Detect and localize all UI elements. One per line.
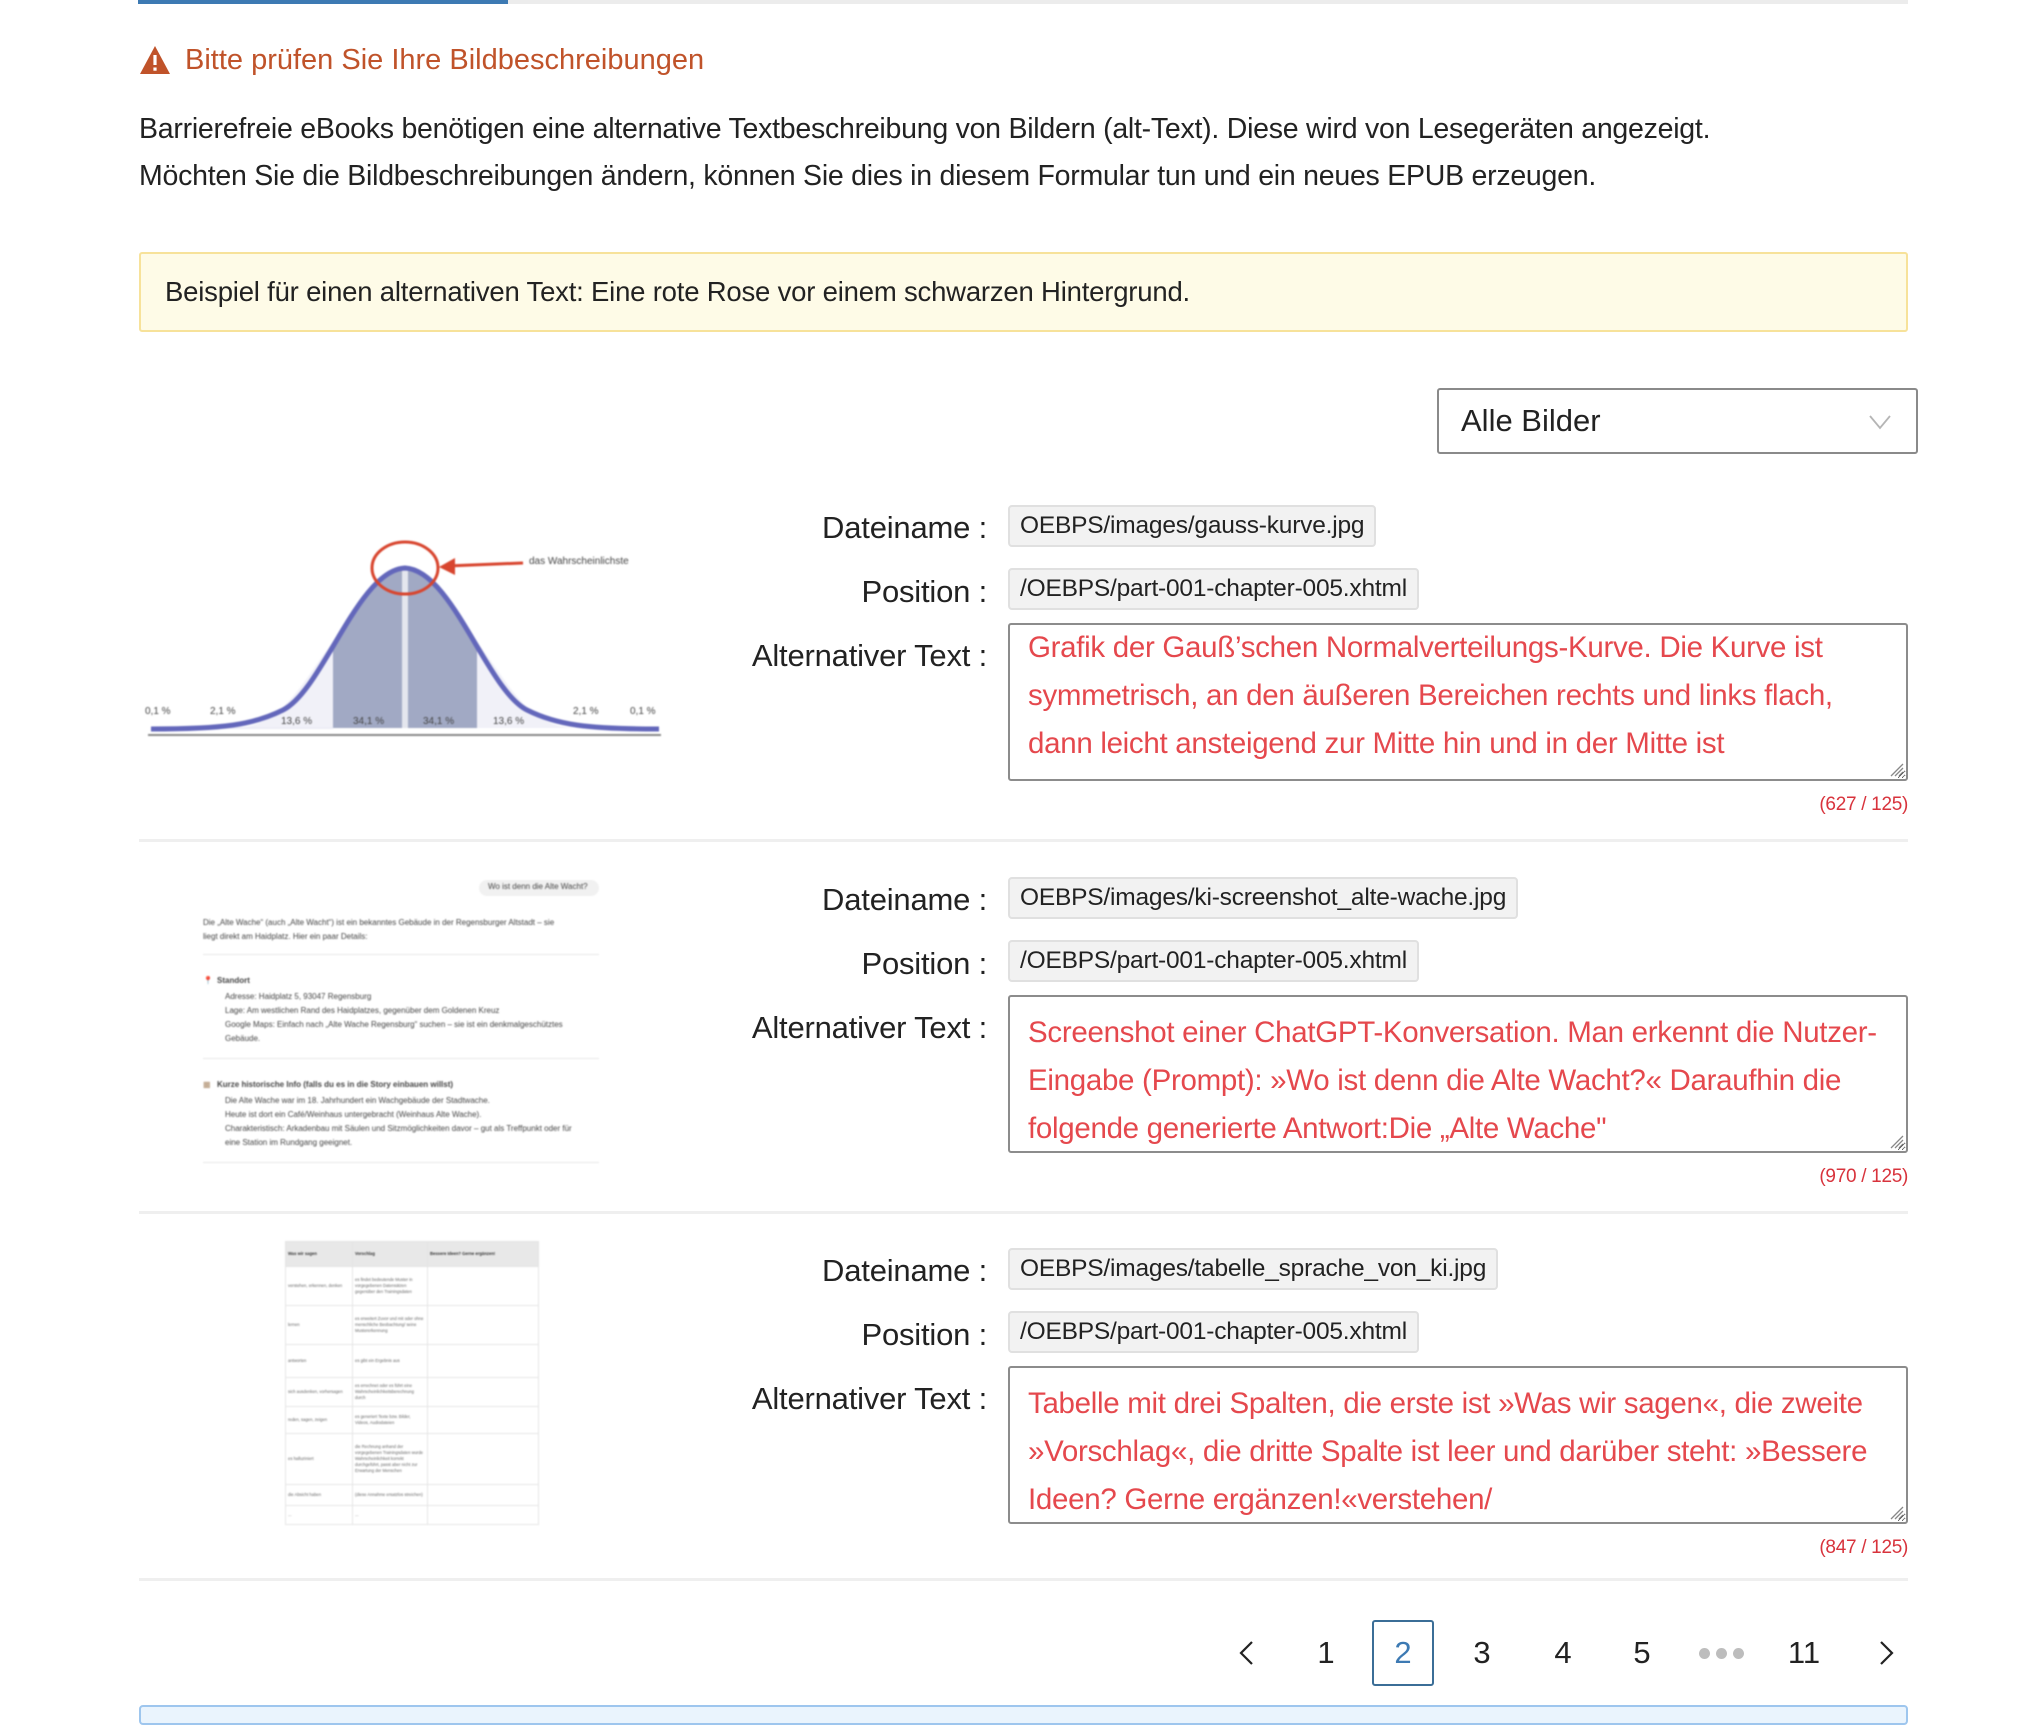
image-entry xyxy=(139,852,1908,1214)
page-button[interactable]: 1 xyxy=(1317,1635,1335,1670)
table-thumbnail-cell xyxy=(428,1506,539,1525)
prev-page-button[interactable] xyxy=(1215,1620,1277,1686)
chevron-left-icon xyxy=(1237,1639,1255,1667)
table-thumbnail xyxy=(285,1241,539,1525)
alt-text-label: Alternativer Text : xyxy=(751,638,987,673)
resize-grip-icon[interactable] xyxy=(1886,1131,1904,1149)
table-thumbnail-cell: die Rechnung anhand der vorgegebenen Trainingsdaten wurde Wahrscheinlichkeit korrekt durchgeführt, passt aber nicht zur Erwartung der Menschen xyxy=(353,1434,428,1485)
gauss-segment-label: 2,1 % xyxy=(210,706,236,717)
pagination xyxy=(1215,1620,1915,1690)
image-thumbnail-table xyxy=(285,1241,525,1559)
gauss-segment-label: 34,1 % xyxy=(423,716,455,727)
table-thumbnail-cell: verstehen, erkennen, denken xyxy=(286,1267,353,1306)
position-field[interactable]: /OEBPS/part-001-chapter-005.xhtml xyxy=(1008,1311,1419,1353)
chat-separator xyxy=(203,954,599,955)
table-thumbnail-row xyxy=(286,1378,539,1407)
image-filter-value: Alle Bilder xyxy=(1461,403,1601,438)
chat-bullet: Die Alte Wache war im 18. Jahrhundert ein Wachgebäude der Stadtwache. xyxy=(225,1096,490,1105)
page-button[interactable]: 3 xyxy=(1473,1635,1491,1670)
pagination-ellipsis xyxy=(1699,1648,1744,1659)
table-thumbnail-cell: es findet bedeutende Muster in vorgegebenen Datensätzen gegenüber den Trainingsdaten xyxy=(353,1267,428,1306)
intro-line-1: Barrierefreie eBooks benötigen eine alternative Textbeschreibung von Bildern (alt-Text). Diese wird von Lesegeräten angezeigt. xyxy=(139,113,1711,145)
chat-bullet: eine Station im Rundgang geeignet. xyxy=(225,1138,353,1147)
chat-bullet: Google Maps: Einfach nach „Alte Wache Regensburg“ suchen – sie ist ein denkmalgeschütztes xyxy=(225,1020,563,1029)
table-thumbnail-cell: es erweitert Zuvor und mit oder ohne menschliche Beobachtung/ seine Mustererkennung xyxy=(353,1306,428,1345)
page-button-current[interactable]: 2 xyxy=(1372,1620,1434,1686)
image-thumbnail-chat-screenshot xyxy=(201,872,601,1172)
chevron-right-icon xyxy=(1878,1639,1896,1667)
example-hint-text: Beispiel für einen alternativen Text: Eine rote Rose vor einem schwarzen Hintergrund. xyxy=(165,276,1190,307)
alt-text-label: Alternativer Text : xyxy=(751,1381,987,1416)
table-thumbnail-header-row xyxy=(286,1242,539,1267)
table-thumbnail-row xyxy=(286,1407,539,1434)
chat-section-title: Kurze historische Info (falls du es in die Story einbauen willst) xyxy=(217,1080,454,1089)
gauss-segment-label: 13,6 % xyxy=(493,716,525,727)
filename-field[interactable]: OEBPS/images/tabelle_sprache_von_ki.jpg xyxy=(1008,1248,1498,1290)
warning-heading xyxy=(139,40,704,80)
table-thumbnail-cell: (diese Annahme ersatzlos streichen) xyxy=(353,1485,428,1506)
gauss-segment-label: 0,1 % xyxy=(145,706,171,717)
position-field[interactable]: /OEBPS/part-001-chapter-005.xhtml xyxy=(1008,568,1419,610)
chat-bullet: Charakteristisch: Arkadenbau mit Säulen und Sitzmöglichkeiten davor – gut als Treffpunkt oder für xyxy=(225,1124,572,1133)
warning-triangle-icon xyxy=(139,45,171,75)
table-thumbnail-cell: lernen xyxy=(286,1306,353,1345)
character-counter: (970 / 125) xyxy=(1819,1166,1908,1187)
table-thumbnail-row xyxy=(286,1345,539,1378)
position-label: Position : xyxy=(861,574,987,609)
table-thumbnail-cell xyxy=(428,1485,539,1506)
table-thumbnail-cell: antworten xyxy=(286,1345,353,1378)
page-button[interactable]: 4 xyxy=(1554,1635,1572,1670)
alt-text-textarea[interactable] xyxy=(1008,623,1908,781)
gauss-segment-label: 13,6 % xyxy=(281,716,313,727)
gauss-segment-label: 34,1 % xyxy=(353,716,385,727)
image-entry xyxy=(139,480,1908,842)
table-thumbnail-cell xyxy=(428,1306,539,1345)
pin-icon: 📍 xyxy=(203,976,213,985)
chevron-down-icon xyxy=(1868,410,1892,434)
table-thumbnail-row xyxy=(286,1267,539,1306)
page-button-last[interactable]: 11 xyxy=(1787,1635,1821,1670)
character-counter: (847 / 125) xyxy=(1819,1537,1908,1558)
table-thumbnail-cell xyxy=(428,1378,539,1407)
entry-divider xyxy=(139,839,1908,842)
building-icon: ▦ xyxy=(203,1080,211,1089)
filename-label: Dateiname : xyxy=(822,1253,987,1288)
alt-text-value: Tabelle mit drei Spalten, die erste ist »Was wir sagen«, die zweite »Vorschlag«, die dritte Spalte ist leer und darüber steht: »Bessere Ideen? Gerne ergänzen!«verstehen/ xyxy=(1028,1387,1868,1516)
table-thumbnail-grid xyxy=(285,1241,525,1525)
table-thumbnail-cell: es generiert Texte bzw. Bilder, Videos, Audiodateien xyxy=(353,1407,428,1434)
table-thumbnail-header: Was wir sagen xyxy=(286,1242,353,1267)
chat-separator xyxy=(203,1058,599,1059)
chat-bullet: Heute ist dort ein Café/Weinhaus untergebracht (Weinhaus Alte Wache). xyxy=(225,1110,482,1119)
table-thumbnail-header: Vorschlag xyxy=(353,1242,428,1267)
position-field[interactable]: /OEBPS/part-001-chapter-005.xhtml xyxy=(1008,940,1419,982)
table-thumbnail-cell xyxy=(428,1407,539,1434)
entry-divider xyxy=(139,1578,1908,1581)
info-box xyxy=(139,1705,1908,1725)
position-label: Position : xyxy=(861,1317,987,1352)
image-entry xyxy=(139,1223,1908,1585)
table-thumbnail-cell xyxy=(428,1345,539,1378)
alt-text-value: Screenshot einer ChatGPT-Konversation. Man erkennt die Nutzer-Eingabe (Prompt): »Wo ist denn die Alte Wacht?« Daraufhin die folgende generierte Antwort:Die „Alte Wache" xyxy=(1028,1016,1877,1145)
example-hint-box xyxy=(139,252,1908,332)
gauss-segment-label: 0,1 % xyxy=(630,706,656,717)
table-thumbnail-cell: sich ausdenken, vorhersagen xyxy=(286,1378,353,1407)
table-thumbnail-row xyxy=(286,1306,539,1345)
entry-divider xyxy=(139,1211,1908,1214)
chat-prompt-text: Wo ist denn die Alte Wacht? xyxy=(488,882,588,891)
chat-bullet: Gebäude. xyxy=(225,1034,261,1043)
chat-section-title: Standort xyxy=(217,976,250,985)
table-thumbnail-row xyxy=(286,1506,539,1525)
table-thumbnail-cell: es gibt ein Ergebnis aus xyxy=(353,1345,428,1378)
intro-paragraph xyxy=(139,106,1919,200)
chat-bullet: Adresse: Haidplatz 5, 93047 Regensburg xyxy=(225,992,372,1001)
chat-answer-line: Die „Alte Wache“ (auch „Alte Wacht“) ist ein bekanntes Gebäude in der Regensburger Altstadt – sie xyxy=(203,918,555,927)
chat-separator xyxy=(203,1162,599,1163)
next-page-button[interactable] xyxy=(1856,1620,1918,1686)
table-thumbnail-row xyxy=(286,1485,539,1506)
resize-grip-icon[interactable] xyxy=(1886,759,1904,777)
filename-label: Dateiname : xyxy=(822,510,987,545)
alt-text-label: Alternativer Text : xyxy=(751,1010,987,1045)
table-thumbnail-header: Bessere Ideen? Gerne ergänzen! xyxy=(428,1242,539,1267)
table-thumbnail-row xyxy=(286,1434,539,1485)
filename-label: Dateiname : xyxy=(822,882,987,917)
active-tab-indicator xyxy=(138,0,508,4)
intro-line-2: Möchten Sie die Bildbeschreibungen ändern, können Sie dies in diesem Formular tun und ein neues EPUB erzeugen. xyxy=(139,160,1597,192)
chat-bullet: Lage: Am westlichen Rand des Haidplatzes, gegenüber dem Goldenen Kreuz xyxy=(225,1006,500,1015)
filename-field[interactable]: OEBPS/images/ki-screenshot_alte-wache.jpg xyxy=(1008,877,1518,919)
warning-title: Bitte prüfen Sie Ihre Bildbeschreibungen xyxy=(185,43,705,76)
gauss-segment-label: 2,1 % xyxy=(573,706,599,717)
image-filter-select[interactable] xyxy=(1437,388,1918,454)
character-counter: (627 / 125) xyxy=(1819,794,1908,815)
table-thumbnail-cell: ... xyxy=(286,1506,353,1525)
resize-grip-icon[interactable] xyxy=(1886,1502,1904,1520)
table-thumbnail-cell: ... xyxy=(353,1506,428,1525)
chat-answer-line: liegt direkt am Haidplatz. Hier ein paar Details: xyxy=(203,932,368,941)
table-thumbnail-cell: es errechnet oder es führt eine Wahrscheinlichkeitsberechnung durch xyxy=(353,1378,428,1407)
filename-field[interactable]: OEBPS/images/gauss-kurve.jpg xyxy=(1008,505,1376,547)
alt-text-textarea[interactable] xyxy=(1008,995,1908,1153)
gauss-annotation: das Wahrscheinlichste xyxy=(529,556,629,567)
table-thumbnail-cell xyxy=(428,1267,539,1306)
alt-text-textarea[interactable] xyxy=(1008,1366,1908,1524)
table-thumbnail-cell xyxy=(428,1434,539,1485)
page-button[interactable]: 5 xyxy=(1633,1635,1651,1670)
table-thumbnail-cell: es halluziniert xyxy=(286,1434,353,1485)
table-thumbnail-cell: reden, sagen, zeigen xyxy=(286,1407,353,1434)
position-label: Position : xyxy=(861,946,987,981)
alt-text-value: Grafik der Gauß’schen Normalverteilungs-Kurve. Die Kurve ist symmetrisch, an den äußeren Bereichen rechts und links flach, dann leicht ansteigend zur Mitte hin und in der Mitte ist xyxy=(1028,631,1833,760)
table-thumbnail-cell: die Absicht haben xyxy=(286,1485,353,1506)
